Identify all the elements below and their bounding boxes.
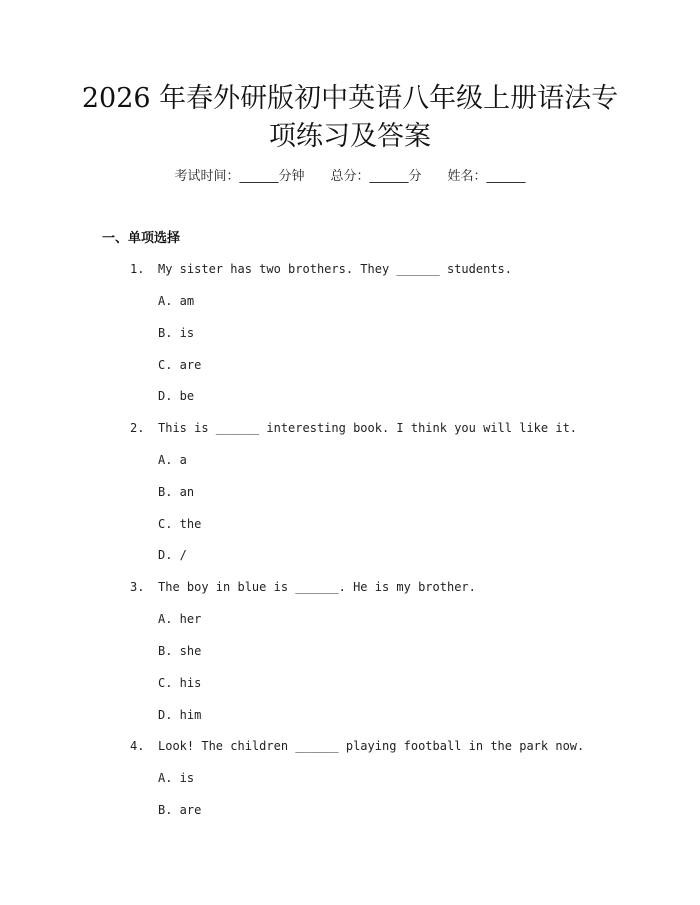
score-blank: ______: [369, 169, 409, 184]
time-unit: 分钟: [278, 169, 305, 184]
question-number: 2.: [130, 421, 145, 435]
question-1: [130, 260, 512, 278]
question-number: 3.: [130, 580, 145, 594]
question-2: [130, 419, 577, 437]
question-text: My sister has two brothers. They ______ students.: [158, 262, 513, 276]
section-heading: 一、单项选择: [102, 231, 181, 246]
score-unit: 分: [408, 169, 422, 184]
option: C. are: [158, 358, 202, 372]
exam-meta: [0, 167, 700, 187]
name-label: 姓名：: [447, 169, 487, 184]
score-label: 总分：: [330, 169, 370, 184]
option: D. him: [158, 708, 202, 722]
name-blank: ______: [486, 169, 526, 184]
option: C. his: [158, 676, 202, 690]
question-4: [130, 737, 584, 755]
page-title-line-1: 2026 年春外研版初中英语八年级上册语法专: [81, 83, 619, 114]
option: B. she: [158, 644, 202, 658]
option: A. a: [158, 453, 187, 467]
question-3: [130, 578, 476, 596]
question-text: The boy in blue is ______. He is my brother.: [158, 580, 476, 594]
question-text: This is ______ interesting book. I think you will like it.: [158, 421, 578, 435]
option: B. is: [158, 326, 195, 340]
option: B. an: [158, 485, 195, 499]
option: C. the: [158, 517, 202, 531]
option: A. her: [158, 612, 202, 626]
question-number: 4.: [130, 739, 145, 753]
page-title-line-2: 项练习及答案: [269, 121, 431, 152]
option: B. are: [158, 803, 202, 817]
question-text: Look! The children ______ playing football in the park now.: [158, 739, 585, 753]
question-number: 1.: [130, 262, 145, 276]
option: A. am: [158, 294, 195, 308]
time-label: 考试时间：: [174, 169, 240, 184]
time-blank: ______: [239, 169, 279, 184]
option: A. is: [158, 771, 195, 785]
option: D. /: [158, 548, 187, 562]
option: D. be: [158, 389, 195, 403]
